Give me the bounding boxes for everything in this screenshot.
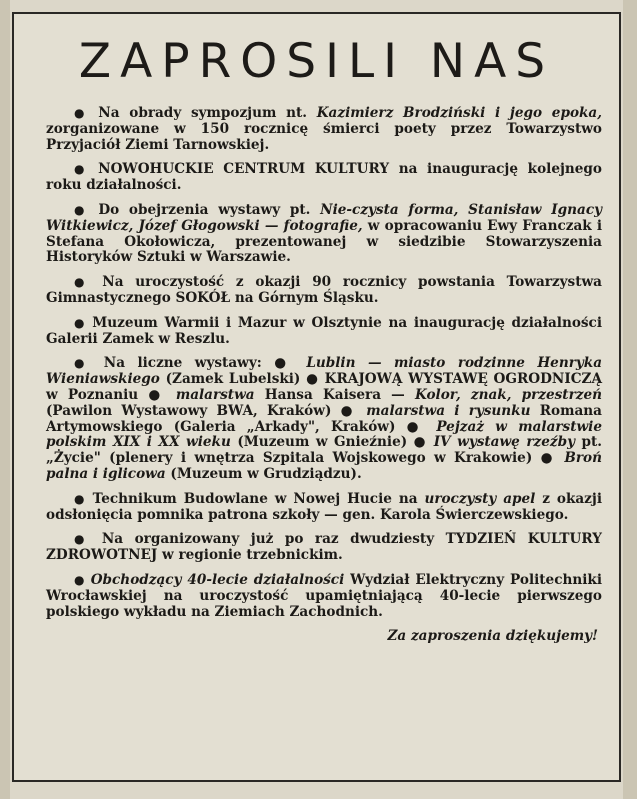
bullet-icon: ● bbox=[74, 491, 93, 506]
article-paragraph bbox=[46, 203, 602, 266]
article-paragraph bbox=[46, 316, 602, 348]
bullet-icon: ● bbox=[74, 572, 91, 587]
text-run: (Muzeum w Grudziądzu). bbox=[165, 465, 362, 482]
text-run: Technikum Budowlane w Nowej Hucie na bbox=[92, 490, 425, 507]
text-run: IV wystawę rzeźby bbox=[433, 434, 575, 451]
bullet-icon: ● bbox=[74, 532, 102, 547]
text-run: Nie-czysta forma, Stanisław Ignacy Witkiewicz, Józef Głogowski — fotografie, bbox=[46, 201, 602, 234]
bullet-icon: ● bbox=[74, 275, 103, 290]
text-run: z okazji odsłonięcia pomnika patrona szkoły — gen. Karola Świerczewskiego. bbox=[46, 490, 602, 523]
article-paragraph bbox=[46, 356, 602, 482]
text-run: Na obrady sympozjum nt. bbox=[98, 105, 317, 121]
text-run: Muzeum Warmii i Mazur w Olsztynie na inaugurację działalności Galerii Zamek w Reszlu. bbox=[46, 314, 602, 347]
text-run: uroczysty apel bbox=[424, 490, 536, 507]
text-run: pt. „Życie" (plenery i wnętrza Szpitala Wojskowego w Krakowie) ● bbox=[46, 434, 602, 467]
text-run: zorganizowane w 150 rocznicę śmierci poety przez Towarzystwo Przyjaciół Ziemi Tarnowskiej. bbox=[46, 120, 602, 153]
text-run: Kolor, znak, przestrzeń bbox=[414, 386, 602, 403]
article-paragraph bbox=[46, 106, 602, 153]
text-run: Romana Artymowskiego (Galeria „Arkady", Kraków) ● bbox=[46, 402, 602, 435]
article-paragraph bbox=[46, 162, 602, 194]
article-title: ZAPROSILI NAS bbox=[78, 34, 555, 89]
text-run: Do obejrzenia wystawy pt. bbox=[98, 201, 321, 218]
closing-thanks: Za zaproszenia dziękujemy! bbox=[387, 628, 598, 645]
text-run: (Zamek Lubelski) ● KRAJOWĄ WYSTAWĘ OGRODNICZĄ w Poznaniu ● bbox=[46, 371, 602, 403]
text-run: Lublin — miasto rodzinne Henryka Wieniawskiego bbox=[46, 355, 603, 388]
text-run: malarstwa bbox=[175, 386, 255, 403]
article-paragraph bbox=[46, 275, 602, 307]
page-edge-left bbox=[0, 0, 10, 799]
article-paragraph bbox=[46, 573, 602, 620]
text-run: Pejzaż w malarstwie polskim XIX i XX wieku bbox=[46, 418, 602, 451]
text-run: (Muzeum w Gnieźnie) ● bbox=[230, 434, 434, 451]
text-run: w opracowaniu Ewy Franczak i Stefana Okołowicza, prezentowanej w siedzibie Stowarzyszenia Historyków Sztuki w Warszawie. bbox=[46, 217, 603, 266]
article-paragraph bbox=[46, 492, 602, 524]
bullet-icon: ● bbox=[74, 315, 93, 330]
text-run: NOWOHUCKIE CENTRUM KULTURY na inaugurację kolejnego roku działalności. bbox=[46, 161, 602, 194]
text-run: Na uroczystość z okazji 90 rocznicy powstania Towarzystwa Gimnastycznego SOKÓŁ na Górnym Śląsku. bbox=[46, 274, 602, 306]
article-paragraph bbox=[46, 532, 602, 564]
text-run: (Pawilon Wystawowy BWA, Kraków) ● bbox=[46, 402, 367, 419]
text-run: Hansa Kaisera — bbox=[254, 386, 415, 403]
text-run: Obchodzący 40-lecie działalności bbox=[90, 571, 345, 588]
text-run: malarstwa i rysunku bbox=[366, 402, 531, 419]
text-run: Na organizowany już po raz dwudziesty TYDZIEŃ KULTURY ZDROWOTNEJ w regionie trzebnickim. bbox=[46, 531, 602, 564]
text-run: Kazimierz Brodziński i jego epoka, bbox=[316, 105, 602, 121]
article-frame bbox=[12, 12, 621, 782]
article-body bbox=[46, 106, 602, 645]
bullet-icon: ● bbox=[74, 202, 99, 217]
text-run: Wydział Elektryczny Politechniki Wrocławskiej na uroczystość upamiętniającą 40-lecie pierwszego polskiego wykładu na Ziemiach Zachodnich. bbox=[46, 571, 602, 620]
bullet-icon: ● bbox=[74, 356, 104, 371]
text-run: Na liczne wystawy: ● bbox=[103, 355, 307, 372]
bullet-icon: ● bbox=[74, 106, 99, 120]
bullet-icon: ● bbox=[74, 162, 99, 177]
page-edge-right bbox=[623, 0, 637, 799]
text-run: Broń palna i iglicowa bbox=[46, 450, 602, 482]
